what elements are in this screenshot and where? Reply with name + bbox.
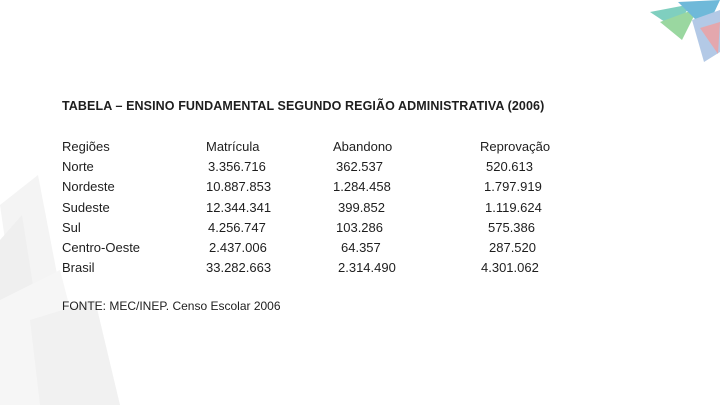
- matricula-cell: 12.344.341: [206, 199, 272, 215]
- header-abandono: Abandono: [333, 139, 393, 154]
- matricula-cell: 10.887.853: [206, 179, 272, 195]
- reprovacao-cell: 4.301.062: [481, 260, 539, 276]
- table-row: [62, 238, 580, 258]
- reprovacao-cell: 1.797.919: [484, 179, 542, 195]
- decorative-corner-shapes: [640, 0, 720, 70]
- region-cell: Nordeste: [62, 179, 115, 195]
- table-row: [62, 218, 580, 238]
- matricula-cell: 4.256.747: [208, 219, 266, 235]
- data-table: [62, 137, 580, 278]
- table-row: [62, 258, 580, 278]
- header-regioes: Regiões: [62, 139, 110, 154]
- region-cell: Brasil: [62, 260, 95, 276]
- region-cell: Sudeste: [62, 199, 110, 215]
- abandono-cell: 362.537: [336, 159, 383, 175]
- matricula-cell: 33.282.663: [206, 260, 272, 276]
- table-row: [62, 198, 580, 218]
- abandono-cell: 103.286: [336, 219, 383, 235]
- abandono-cell: 2.314.490: [338, 260, 396, 276]
- table-title: TABELA – ENSINO FUNDAMENTAL SEGUNDO REGIÃO ADMINISTRATIVA (2006): [62, 99, 545, 113]
- table-row: [62, 177, 580, 197]
- matricula-cell: 3.356.716: [208, 159, 266, 175]
- region-cell: Norte: [62, 159, 94, 175]
- reprovacao-cell: 520.613: [486, 159, 533, 175]
- reprovacao-cell: 287.520: [489, 240, 536, 256]
- reprovacao-cell: 575.386: [488, 219, 535, 235]
- source-note: FONTE: MEC/INEP. Censo Escolar 2006: [62, 299, 281, 313]
- header-reprovacao: Reprovação: [480, 139, 551, 154]
- matricula-cell: 2.437.006: [209, 240, 267, 256]
- reprovacao-cell: 1.119.624: [485, 199, 542, 215]
- abandono-cell: 1.284.458: [333, 179, 391, 195]
- abandono-cell: 64.357: [341, 240, 381, 256]
- table-header-row: [62, 137, 580, 157]
- header-matricula: Matrícula: [206, 139, 260, 154]
- region-cell: Sul: [62, 219, 81, 235]
- region-cell: Centro-Oeste: [62, 240, 141, 256]
- table-row: [62, 157, 580, 177]
- abandono-cell: 399.852: [338, 199, 385, 215]
